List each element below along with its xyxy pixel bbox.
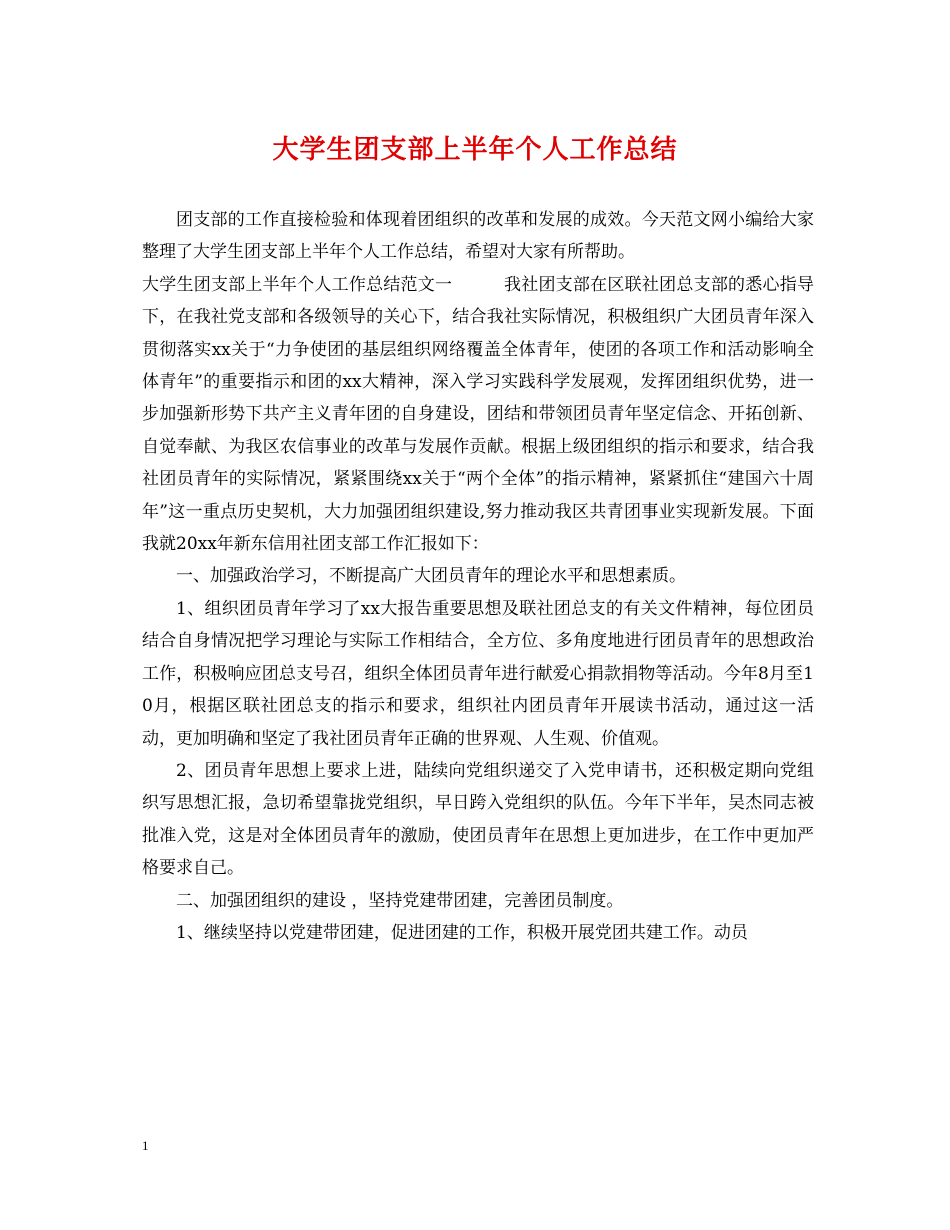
body-paragraph: 1、组织团员青年学习了xx大报告重要思想及联社团总支的有关文件精神，每位团员结合自身情况把学习理论与实际工作相结合，全方位、多角度地进行团员青年的思想政治工作，积极响应团总支号召，组织全体团员青年进行献爱心捐款捐物等活动。今年8月至10月，根据区联社团总支的指示和要求，组织社内团员青年开展读书活动，通过这一活动，更加明确和坚定了我社团员青年正确的世界观、人生观、价值观。 bbox=[142, 598, 814, 749]
section-heading: 二、加强团组织的建设 ，坚持党建带团建，完善团员制度。 bbox=[176, 890, 624, 911]
body-paragraph: 1、继续坚持以党建带团建，促进团建的工作，积极开展党团共建工作。动员 bbox=[176, 922, 748, 943]
section-heading: 一、加强政治学习，不断提高广大团员青年的理论水平和思想素质。 bbox=[176, 566, 686, 587]
body-paragraph: 团支部的工作直接检验和体现着团组织的改革和发展的成效。今天范文网小编给大家整理了大学生团支部上半年个人工作总结，希望对大家有所帮助。 bbox=[142, 210, 814, 263]
document-title: 大学生团支部上半年个人工作总结 bbox=[272, 135, 678, 165]
page-number: 1 bbox=[142, 1138, 149, 1153]
body-paragraph: 2、团员青年思想上要求上进，陆续向党组织递交了入党申请书，还积极定期向党组织写思想汇报，急切希望靠拢党组织，早日跨入党组织的队伍。今年下半年，吴杰同志被批准入党，这是对全体团员青年的激励，使团员青年在思想上更加进步，在工作中更加严格要求自己。 bbox=[142, 760, 814, 879]
body-paragraph: 大学生团支部上半年个人工作总结范文一 我社团支部在区联社团总支部的悉心指导下，在我社党支部和各级领导的关心下，结合我社实际情况，积极组织广大团员青年深入贯彻落实xx关于“力争使团的基层组织网络覆盖全体青年，使团的各项工作和活动影响全体青年”的重要指示和团的xx大精神，深入学习实践科学发展观，发挥团组织优势，进一步加强新形势下共产主义青年团的自身建设，团结和带领团员青年坚定信念、开拓创新、自觉奉献、为我区农信事业的改革与发展作贡献。根据上级团组织的指示和要求，结合我社团员青年的实际情况，紧紧围绕xx关于“两个全体”的指示精神，紧紧抓住“建国六十周年”这一重点历史契机，大力加强团组织建设,努力推动我区共青团事业实现新发展。下面我就20xx年新东信用社团支部工作汇报如下： bbox=[142, 274, 814, 555]
document-body bbox=[142, 204, 814, 949]
